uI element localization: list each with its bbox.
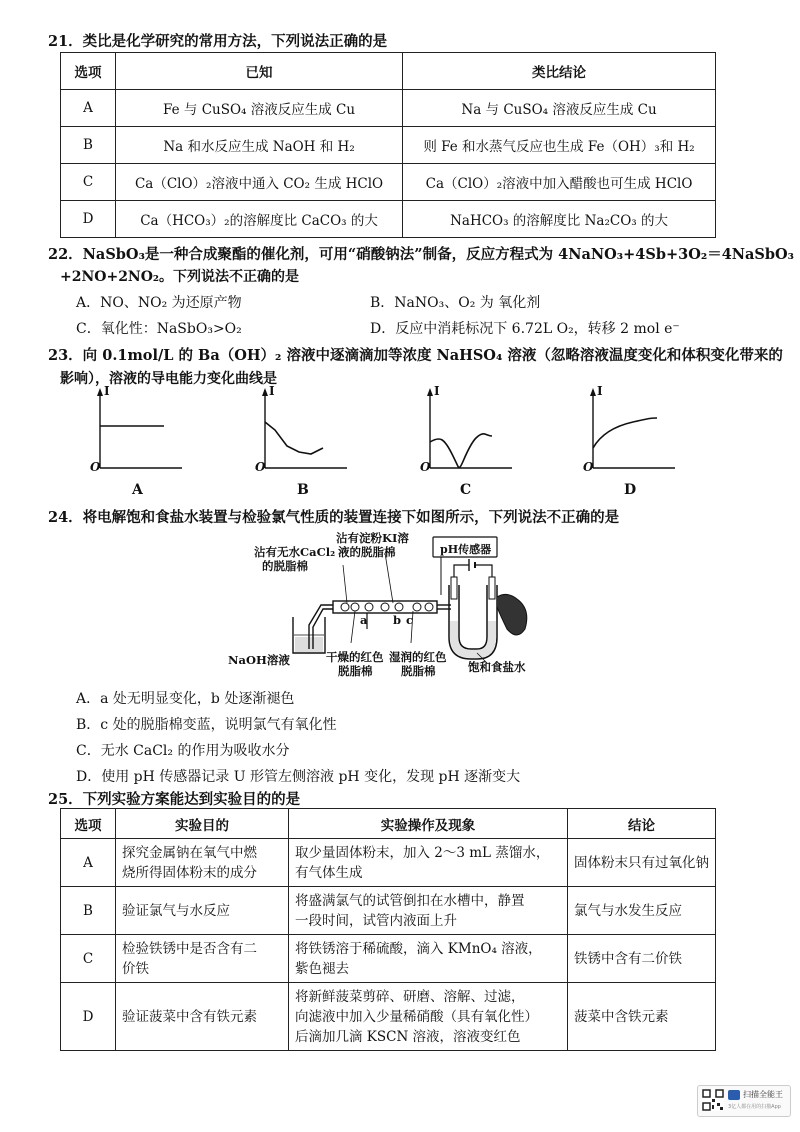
graph-b-axis-y: I — [269, 384, 275, 398]
cell-line: 向滤液中加入少量稀硝酸（具有氧化性） — [295, 1008, 538, 1025]
table-row — [61, 839, 716, 887]
q25-cell-operation — [289, 887, 568, 935]
cell-line: 取少量固体粉末，加入 2～3 mL 蒸馏水， — [295, 844, 550, 861]
q24-option-c: C．无水 CaCl₂ 的作用为吸收水分 — [76, 743, 290, 759]
q25-cell-conclusion: 铁锈中含有二价铁 — [568, 935, 716, 983]
label-cacl2-line1: 沾有无水CaCl₂ — [254, 545, 336, 559]
label-a: a — [360, 613, 368, 627]
label-brine: 饱和食盐水 — [468, 660, 526, 674]
graph-d-origin: O — [583, 460, 594, 474]
cell-line: 将铁锈溶于稀硫酸，滴入 KMnO₄ 溶液， — [295, 940, 542, 957]
q25-cell-operation — [289, 983, 568, 1051]
q21-cell: 则 Fe 和水蒸气反应也生成 Fe（OH）₃和 H₂ — [403, 127, 716, 164]
table-row — [61, 164, 716, 201]
scanner-app-tagline: 3亿人都在用的扫描App — [728, 1104, 781, 1110]
graph-b — [251, 386, 351, 478]
q21-cell: C — [61, 164, 116, 201]
q21-stem: 21．类比是化学研究的常用方法，下列说法正确的是 — [48, 33, 388, 50]
q21-cell: Fe 与 CuSO₄ 溶液反应生成 Cu — [116, 90, 403, 127]
q24-stem: 24．将电解饱和食盐水装置与检验氯气性质的装置连接下如图所示，下列说法不正确的是 — [48, 509, 620, 526]
q25-header-row — [61, 809, 716, 839]
q25-header-conclusion: 结论 — [568, 809, 716, 839]
q25-header-option: 选项 — [61, 809, 116, 839]
q25-cell-option: B — [61, 887, 116, 935]
q24-option-d: D．使用 pH 传感器记录 U 形管左侧溶液 pH 变化，发现 pH 逐渐变大 — [76, 769, 521, 785]
q22-option-d: D．反应中消耗标况下 6.72L O₂，转移 2 mol e⁻ — [370, 321, 680, 337]
graph-c-label: C — [460, 482, 472, 498]
graph-c-axis-y: I — [434, 384, 440, 398]
cell-line: 将新鲜菠菜剪碎、研磨、溶解、过滤， — [295, 988, 525, 1005]
q25-cell-option: D — [61, 983, 116, 1051]
label-wet-cotton — [389, 650, 447, 678]
q22-option-b: B．NaNO₃、O₂ 为 氧化剂 — [370, 295, 541, 311]
graph-d-axis-y: I — [597, 384, 603, 398]
label-wet-line1: 湿润的红色 — [389, 650, 447, 664]
cell-line: 验证氯气与水反应 — [122, 902, 230, 919]
cell-line: 验证菠菜中含有铁元素 — [122, 1008, 257, 1025]
label-naoh: NaOH溶液 — [228, 653, 290, 667]
q22-stem-line2: +2NO+2NO₂。下列说法不正确的是 — [60, 269, 300, 285]
q21-cell: Ca（ClO）₂溶液中通入 CO₂ 生成 HClO — [116, 164, 403, 201]
q24-option-b: B．c 处的脱脂棉变蓝，说明氯气有氧化性 — [76, 717, 337, 733]
q22-option-c: C．氧化性：NaSbO₃>O₂ — [76, 321, 242, 337]
label-ki-cotton — [336, 531, 409, 559]
cell-line: 一段时间，试管内液面上升 — [295, 912, 457, 929]
q21-cell: Na 和水反应生成 NaOH 和 H₂ — [116, 127, 403, 164]
label-dry-cotton — [326, 650, 384, 678]
scanner-app-name: 扫描全能王 — [743, 1090, 783, 1099]
table-row — [61, 935, 716, 983]
graph-a-axis-y: I — [104, 384, 110, 398]
table-row — [61, 127, 716, 164]
qr-code-icon — [702, 1089, 724, 1111]
table-row — [61, 887, 716, 935]
graph-c — [416, 386, 516, 478]
cell-line: 紫色褪去 — [295, 960, 349, 977]
graph-b-origin: O — [255, 460, 266, 474]
q25-cell-conclusion: 氯气与水发生反应 — [568, 887, 716, 935]
graph-b-label: B — [297, 482, 309, 498]
graph-a — [86, 386, 186, 478]
q21-cell: Ca（HCO₃）₂的溶解度比 CaCO₃ 的大 — [116, 201, 403, 238]
q25-cell-operation — [289, 839, 568, 887]
graph-d-label: D — [624, 482, 637, 498]
graph-a-label: A — [132, 482, 143, 498]
label-dry-line1: 干燥的红色 — [326, 650, 384, 664]
q25-table — [60, 808, 716, 1051]
q25-header-operation: 实验操作及现象 — [289, 809, 568, 839]
label-cacl2-cotton — [254, 545, 335, 573]
label-ph-sensor: pH传感器 — [440, 543, 492, 556]
q24-option-a: A．a 处无明显变化，b 处逐渐褪色 — [76, 691, 295, 707]
label-wet-line2: 脱脂棉 — [401, 664, 436, 678]
table-row — [61, 201, 716, 238]
q21-table — [60, 52, 716, 238]
q21-header-conclusion: 类比结论 — [403, 53, 716, 90]
cell-line: 将盛满氯气的试管倒扣在水槽中，静置 — [295, 892, 525, 909]
cell-line: 烧所得固体粉末的成分 — [122, 864, 257, 881]
table-row — [61, 90, 716, 127]
q21-cell: A — [61, 90, 116, 127]
q21-header-row — [61, 53, 716, 90]
table-row — [61, 983, 716, 1051]
graph-d — [579, 386, 679, 478]
q25-header-purpose: 实验目的 — [116, 809, 289, 839]
graph-c-origin: O — [420, 460, 431, 474]
q23-stem-line2: 影响），溶液的导电能力变化曲线是 — [60, 371, 277, 387]
camscanner-logo-icon — [728, 1090, 740, 1100]
q21-cell: NaHCO₃ 的溶解度比 Na₂CO₃ 的大 — [403, 201, 716, 238]
q22-stem-line1: 22．NaSbO₃是一种合成聚酯的催化剂，可用“硝酸钠法”制备，反应方程式为 4NaNO₃+4Sb+3O₂＝4NaSbO₃ — [48, 246, 795, 263]
q25-cell-purpose — [116, 935, 289, 983]
cell-line: 价铁 — [122, 960, 149, 977]
q25-cell-operation — [289, 935, 568, 983]
q21-cell: Ca（ClO）₂溶液中加入醋酸也可生成 HClO — [403, 164, 716, 201]
label-dry-line2: 脱脂棉 — [338, 664, 373, 678]
q21-cell: Na 与 CuSO₄ 溶液反应生成 Cu — [403, 90, 716, 127]
q25-cell-purpose — [116, 983, 289, 1051]
label-cacl2-line2: 的脱脂棉 — [262, 559, 308, 573]
q23-stem-line1: 23．向 0.1mol/L 的 Ba（OH）₂ 溶液中逐滴滴加等浓度 NaHSO₄ 溶液（忽略溶液温度变化和体积变化带来的 — [48, 347, 783, 364]
q25-cell-option: C — [61, 935, 116, 983]
q21-header-option: 选项 — [61, 53, 116, 90]
q21-cell: D — [61, 201, 116, 238]
label-ki-line1: 沾有淀粉KI溶 — [336, 531, 409, 545]
q25-stem: 25．下列实验方案能达到实验目的的是 — [48, 791, 301, 808]
cell-line: 有气体生成 — [295, 864, 363, 881]
q21-cell: B — [61, 127, 116, 164]
q25-cell-conclusion: 固体粉末只有过氧化钠 — [568, 839, 716, 887]
q25-cell-conclusion: 菠菜中含铁元素 — [568, 983, 716, 1051]
q25-cell-purpose — [116, 887, 289, 935]
cell-line: 检验铁锈中是否含有二 — [122, 940, 257, 957]
q25-cell-option: A — [61, 839, 116, 887]
cell-line: 后滴加几滴 KSCN 溶液，溶液变红色 — [295, 1028, 521, 1045]
label-b: b — [393, 613, 402, 627]
label-ki-line2: 液的脱脂棉 — [338, 545, 396, 559]
label-c: c — [406, 613, 414, 627]
q25-cell-purpose — [116, 839, 289, 887]
graph-a-origin: O — [90, 460, 101, 474]
q21-header-known: 已知 — [116, 53, 403, 90]
q22-option-a: A．NO、NO₂ 为还原产物 — [76, 295, 242, 311]
cell-line: 探究金属钠在氧气中燃 — [122, 844, 257, 861]
scanner-watermark — [697, 1085, 791, 1117]
